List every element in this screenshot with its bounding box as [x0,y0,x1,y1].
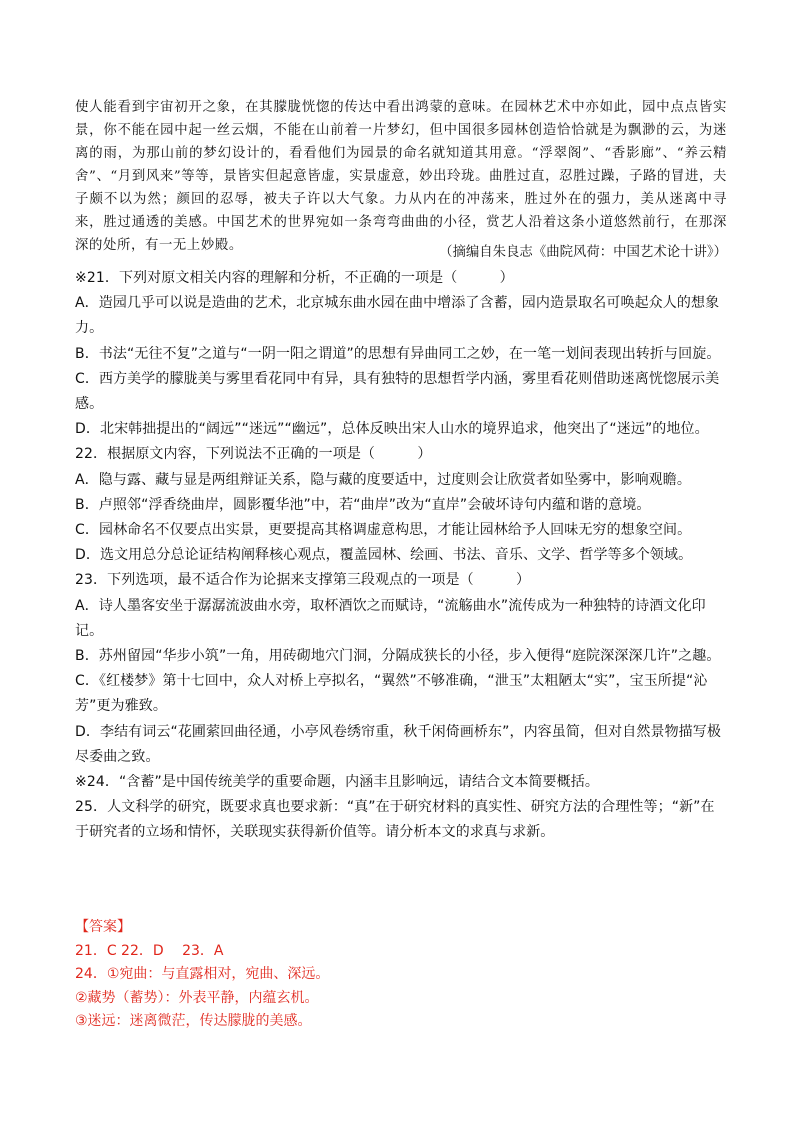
answer-label: 【答案】 [75,919,131,935]
passage-source: （摘编自朱良志《曲院风荷：中国艺术论十讲》） [439,245,727,260]
q23-option-b: B．苏州留园“华步小筑”一角，用砖砌地穴门洞，分隔成狭长的小径，步入便得“庭院深深深几许”之趣。 [75,648,721,665]
q21-stem: ※21．下列对原文相关内容的理解和分析，不正确的一项是（ ） [75,270,514,286]
q23-option-d: D．李结有词云“花圃萦回曲径通，小亭风卷绣帘重，秋千闲倚画桥东”，内容虽简，但对自然景物描写极尽委曲之致。 [75,723,721,765]
q25-stem: 25．人文科学的研究，既要求真也要求新：“真”在于研究材料的真实性、研究方法的合理性等；“新”在于研究者的立场和情怀，关联现实获得新价值等。请分析本文的求真与求新。 [75,799,715,841]
answer-24-point-1: 24．①宛曲：与直露相对，宛曲、深远。 [75,966,330,982]
q22-option-a: A．隐与露、藏与显是两组辩证关系，隐与藏的度要适中，过度则会让欣赏者如坠雾中，影响观瞻。 [75,471,691,488]
q22-option-c: C．园林命名不仅要点出实景，更要提高其格调虚意构思，才能让园林给予人回味无穷的想象空间。 [75,522,692,539]
q23-stem: 23．下列选项，最不适合作为论据来支撑第三段观点的一项是（ ） [75,572,531,589]
answer-24-point-3: ③迷远：迷离微茫，传达朦胧的美感。 [75,1013,312,1029]
answer-multiple-choice: 21．C 22．D 23．A [75,942,224,959]
answer-section [75,916,727,1034]
q22-option-b: B．卢照邻“浮香绕曲岸，圆影覆华池”中，若“曲岸”改为“直岸”会破坏诗句内蕴和谐的意境。 [75,496,651,513]
q22-option-d: D．选文用总分总论证结构阐释核心观点，覆盖园林、绘画、书法、音乐、文学、哲学等多个领域。 [75,547,693,564]
reading-passage: 使人能看到宇宙初开之象，在其朦胧恍惚的传达中看出鸿蒙的意味。在园林艺术中亦如此，园中点点皆实景，你不能在园中起一丝云烟，不能在山前着一片梦幻，但中国很多园林创造恰恰就是为飘渺的云，为迷离的雨，为那山前的梦幻设计的，看看他们为园景的命名就知道其用意。“浮翠阁”、“香影廊”、“养云精舍”、“月到风来”等等，景皆实但起意皆虚，实景虚意，妙出玲珑。曲胜过直，忍胜过躁，子路的冒进，夫子颇不以为然；颜回的忍辱，被夫子许以大气象。力从内在的冲荡来，胜过外在的强力，美从迷离中寻来，胜过通透的美感。中国艺术的世界宛如一条弯弯曲曲的小径，赏艺人沿着这条小道悠然前行，在那深深的处所，有一无上妙殿。 [75,100,727,253]
question-list [75,266,727,846]
q21-option-a: A．造园几乎可以说是造曲的艺术，北京城东曲水园在曲中增添了含蓄，园内造景取名可唤起众人的想象力。 [75,295,720,337]
q21-option-c: C．西方美学的朦胧美与雾里看花同中有异，具有独特的思想哲学内涵，雾里看花则借助迷离恍惚展示美感。 [75,370,720,413]
answer-24-point-2: ②藏势（蓄势）：外表平静，内蕴玄机。 [75,989,319,1006]
q21-option-d: D．北宋韩拙提出的“阔远”“迷远”“幽远”，总体反映出宋人山水的境界追求，他突出了“迷远”的地位。 [75,421,709,438]
q23-option-a: A．诗人墨客安坐于潺潺流波曲水旁，取杯酒饮之而赋诗，“流觞曲水”流传成为一种独特的诗酒文化印记。 [75,597,706,639]
q24-stem: ※24．“含蓄”是中国传统美学的重要命题，内涵丰且影响远，请结合文本简要概括。 [75,774,599,791]
q22-stem: 22．根据原文内容，下列说法不正确的一项是（ ） [75,446,432,463]
q21-option-b: B．书法“无往不复”之道与“一阴一阳之谓道”的思想有异曲同工之妙，在一笔一划间表现出转折与回旋。 [75,345,721,362]
q23-option-c: C．《红楼梦》第十七回中，众人对桥上亭拟名，“翼然”不够准确，“泄玉”太粗陋太“实”，宝玉所提“沁芳”更为雅致。 [75,673,708,715]
